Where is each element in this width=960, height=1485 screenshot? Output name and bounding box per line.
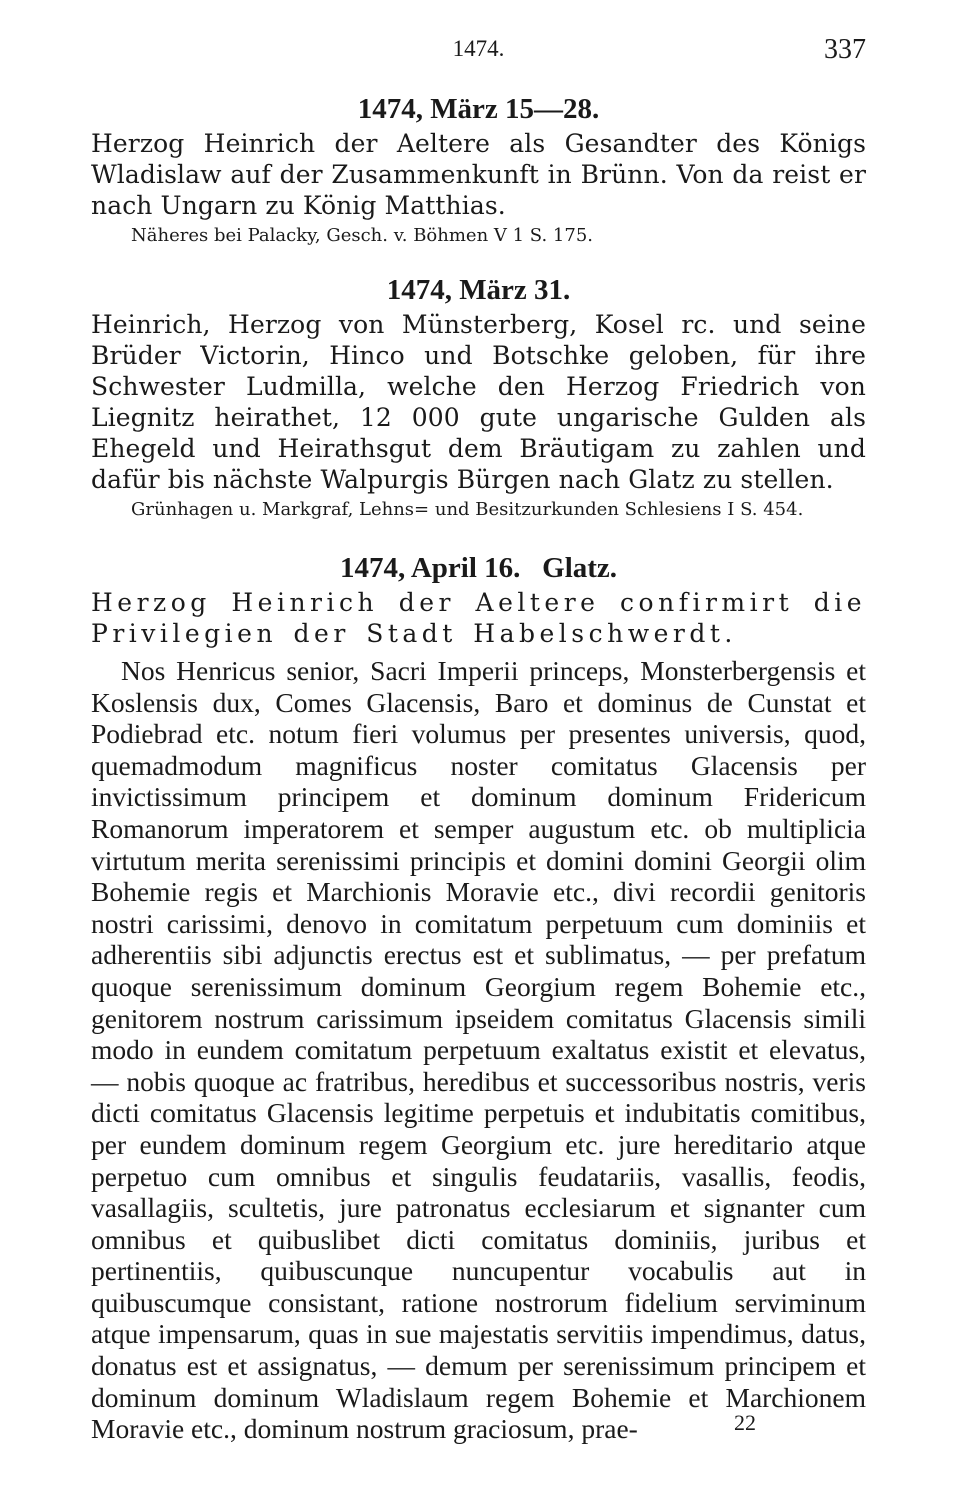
entry-date-heading: 1474, März 31.	[386, 274, 571, 306]
page-content	[91, 32, 866, 1445]
running-year: 1474.	[452, 36, 505, 61]
entry-3	[91, 551, 866, 1445]
signature-mark: 22	[734, 1410, 756, 1435]
entry-source-note: Näheres bei Palacky, Gesch. v. Böhmen V 1 S. 175.	[131, 225, 593, 246]
entry-1	[91, 92, 866, 249]
entry-date-heading: 1474, April 16. Glatz.	[339, 552, 618, 584]
entry-regest: Herzog Heinrich der Aeltere als Gesandter des Königs Wladislaw auf der Zusammenkunft in Brünn. Von da reist er nach Ungarn zu König Matthias.	[91, 129, 866, 220]
running-header	[91, 32, 866, 72]
entry-regest: Heinrich, Herzog von Münsterberg, Kosel rc. und seine Brüder Victorin, Hinco und Botschke geloben, für ihre Schwester Ludmilla, welche den Herzog Friedrich von Liegnitz heirathet, 12 000 gute ungarische Gulden als Ehegeld und Heirathsgut dem Bräutigam zu zahlen und dafür bis nächste Walpurgis Bürgen nach Glatz zu stellen.	[91, 310, 866, 494]
entry-date-heading: 1474, März 15—28.	[357, 93, 600, 125]
entry-source-note: Grünhagen u. Markgraf, Lehns= und Besitzurkunden Schlesiens I S. 454.	[131, 499, 804, 520]
charter-text: Nos Henricus senior, Sacri Imperii princeps, Monsterbergensis et Koslensis dux, Comes Glacensis, Baro et dominus de Cunstat et Podiebrad etc. notum fieri volumus per presentes universis, quod, quemadmodum magnificus noster comitatus Glacensis per invictissimum principem et dominum dominum Fridericum Romanorum imperatorem et semper augustum etc. ob multiplicia virtutum merita serenissimi principis et domini domini Georgii olim Bohemie regis et Marchionis Moravie etc., divi recordii genitoris nostri carissimi, denovo in comitatum perpetuum cum dominiis et adherentiis sibi adjunctis erectus est et sublimatus, — per prefatum quoque serenissimum dominum Georgium regem Bohemie etc., genitorem nostrum carissimum ipseidem comitatus Glacensis simili modo in eundem comitatum perpetuum exaltatus existit et elevatus, — nobis quoque ac fratribus, heredibus et successoribus nostris, veris dicti comitatus Glacensis legitime perpetuis et indubitatis comitibus, per eundem dominum regem Georgium etc. jure hereditario atque perpetuo cum omnibus et singulis feudatariis, vasallis, feodis, vasallagiis, scultetis, jure patronatus ecclesiarum et signanter cum omnibus et quibuslibet dicti comitatus dominiis, juribus et pertinentiis, quibuscunque nuncupentur vocabulis aut in quibuscumque consistant, ratione nostrorum fidelium serviminum atque impensarum, quas in sue majestatis servitiis impendimus, datus, donatus est et assignatus, — demum per serenissimum principem et dominum dominum Wladislaum regem Bohemie et Marchionem Moravie etc., dominum nostrum graciosum, prae-	[91, 655, 866, 1445]
entry-2	[91, 273, 866, 523]
page-number: 337	[824, 34, 866, 65]
entry-regest: Herzog Heinrich der Aeltere confirmirt die Privilegien der Stadt Habelschwerdt.	[91, 588, 866, 648]
